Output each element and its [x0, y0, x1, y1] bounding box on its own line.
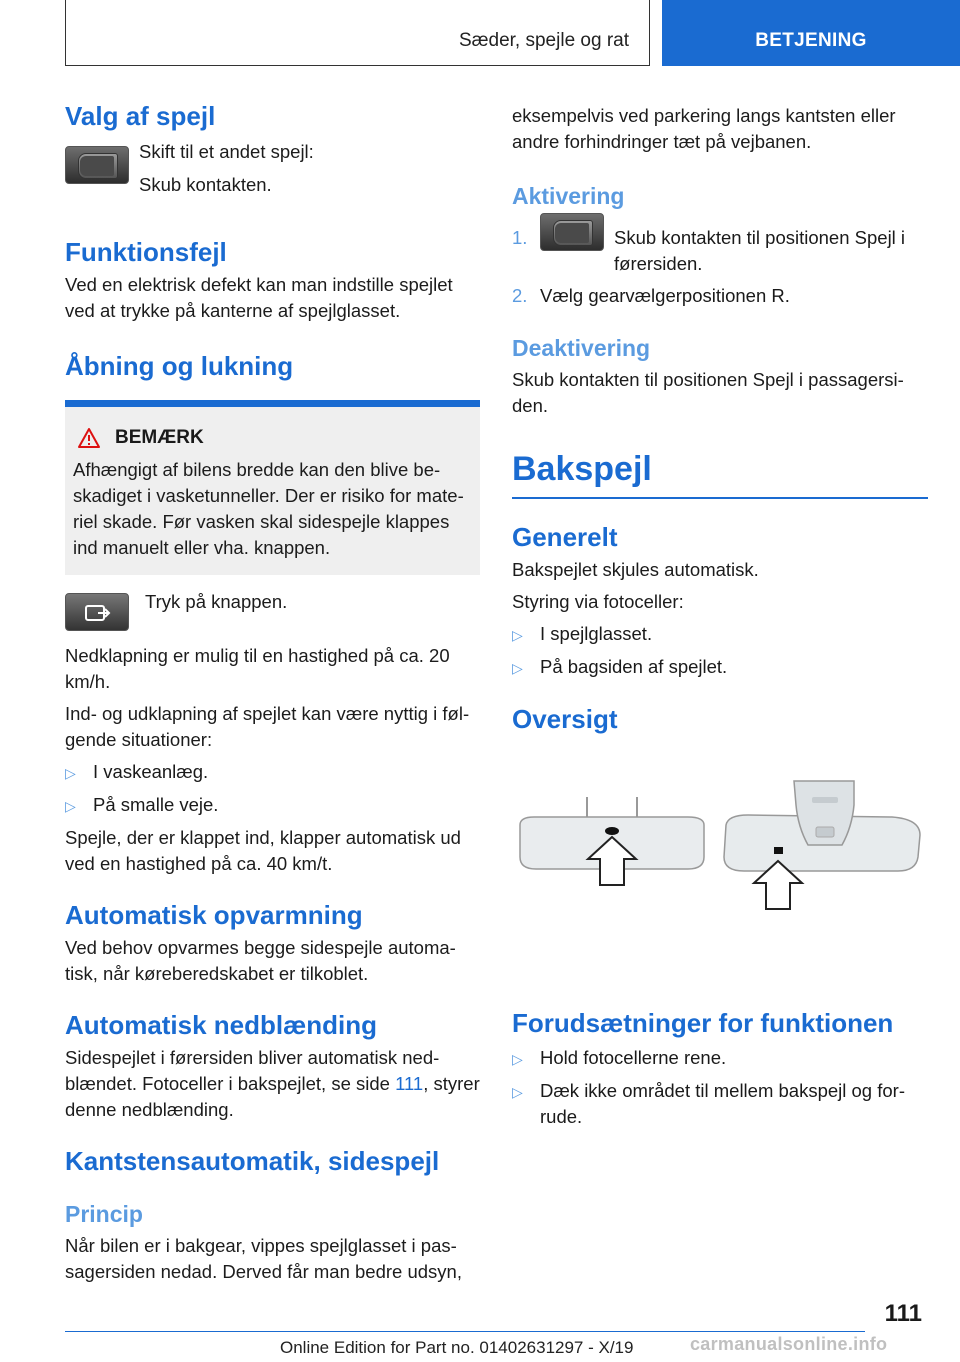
mirror-back-illustration — [724, 781, 920, 909]
list-item: ▷ Dæk ikke området til mellem bakspejl og forrude. — [512, 1079, 905, 1127]
heading-abning: Åbning og lukning — [65, 351, 294, 381]
mirror-select-row — [65, 141, 480, 198]
heading-deaktivering: Deaktivering — [512, 335, 651, 361]
note-title-row — [73, 427, 470, 449]
mirror-switch-icon — [65, 146, 129, 184]
list-item: ▷ I spejlglasset. — [512, 622, 653, 644]
nedklap-text: Nedklapning er mulig til en hastighed på ca. 20 km/h. — [65, 645, 450, 692]
valg-line-2: Skub kontakten. — [139, 174, 272, 195]
heading-oversigt: Oversigt — [512, 703, 618, 734]
list-item: ▷ På smalle veje. — [65, 794, 219, 815]
note-text: Afhængigt af bilens bredde kan den blive beskadiget i vasketunneller. Der er risiko for materiel skade. Før vasken skal sidespejle klappes ind manuelt eller vha. knappen. — [73, 459, 464, 558]
fold-button-row — [65, 593, 480, 631]
edition-text: Online Edition for Part no. 01402631297 - X/19 — [280, 1338, 634, 1357]
heading-opvarmning: Automatisk opvarmning — [65, 900, 363, 930]
header-frame — [65, 0, 650, 66]
mirror-fold-button-icon — [65, 593, 129, 631]
section-title: Sæder, spejle og rat — [458, 30, 629, 51]
fejl-text: Ved en elektrisk defekt kan man indstille spejlet ved at trykke på kanterne af spejlglasset. — [65, 274, 453, 321]
note-bar — [65, 400, 480, 407]
list-item: ▷ I vaskeanlæg. — [65, 761, 209, 782]
heading-valg-af-spejl: Valg af spejl — [65, 101, 216, 131]
page-ref-link[interactable]: 111 — [395, 1073, 424, 1094]
nedbl-text: Sidespejlet i førersiden bliver automatisk nedblændet. Fotoceller i bakspejlet, se side 111, styrer denne nedblænding. — [65, 1047, 480, 1120]
heading-forudsaetninger: Forudsætninger for funktionen — [512, 1007, 894, 1038]
right-column — [512, 100, 928, 1130]
list-item: 2. Vælg gearvælgerpositionen R. — [512, 285, 790, 306]
continued-text: eksempelvis ved parkering langs kantsten eller andre forhindringer tæt på vejbanen. — [512, 105, 896, 152]
mirror-switch-icon — [540, 213, 604, 251]
list-item: 1. Skub kontakten til positionen Spejl i førersiden. — [512, 225, 928, 277]
spejle-ud-text: Spejle, der er klappet ind, klapper automatisk ud ved en hastighed på ca. 40 km/t. — [65, 827, 461, 874]
chapter-tab-label: BETJENING — [755, 30, 867, 51]
heading-nedblaending: Automatisk nedblænding — [65, 1010, 377, 1040]
heading-princip: Princip — [65, 1201, 143, 1227]
heading-rule — [512, 497, 928, 499]
note-title: BEMÆRK — [115, 427, 204, 448]
list-item: ▷ På bagsiden af spejlet. — [512, 655, 728, 677]
footer-rule — [65, 1331, 865, 1332]
rearview-mirror-figure — [512, 775, 928, 975]
deaktiv-text: Skub kontakten til positionen Spejl i passagersiden. — [512, 369, 904, 416]
princip-text: Når bilen er i bakgear, vippes spejlglasset i passagersiden nedad. Derved får man bedre udsyn, — [65, 1235, 462, 1282]
generelt-text: Bakspejlet skjules automatisk. — [512, 558, 759, 580]
watermark: carmanualsonline.info — [690, 1334, 888, 1354]
chapter-tab[interactable] — [662, 0, 960, 66]
opvarm-text: Ved behov opvarmes begge sidespejle automatisk, når køreberedskabet er tilkoblet. — [65, 937, 456, 984]
mirror-front-illustration — [520, 797, 704, 885]
heading-bakspejl: Bakspejl — [512, 450, 652, 488]
heading-funktionsfejl: Funktionsfejl — [65, 237, 227, 267]
warning-triangle-icon — [77, 427, 101, 449]
list-item: ▷ Hold fotocellerne rene. — [512, 1046, 727, 1068]
styring-text: Styring via fotoceller: — [512, 590, 684, 612]
tryk-text: Tryk på knappen. — [145, 591, 288, 612]
heading-kantsten: Kantstensautomatik, sidespejl — [65, 1146, 440, 1176]
page-number: 111 — [884, 1300, 922, 1327]
note-box — [65, 407, 480, 575]
valg-line-1: Skift til et andet spejl: — [139, 141, 314, 162]
heading-aktivering: Aktivering — [512, 183, 625, 209]
ind-ud-text: Ind- og udklapning af spejlet kan være nyttig i følgende situationer: — [65, 703, 470, 750]
left-column — [65, 100, 480, 1285]
heading-generelt: Generelt — [512, 521, 618, 552]
